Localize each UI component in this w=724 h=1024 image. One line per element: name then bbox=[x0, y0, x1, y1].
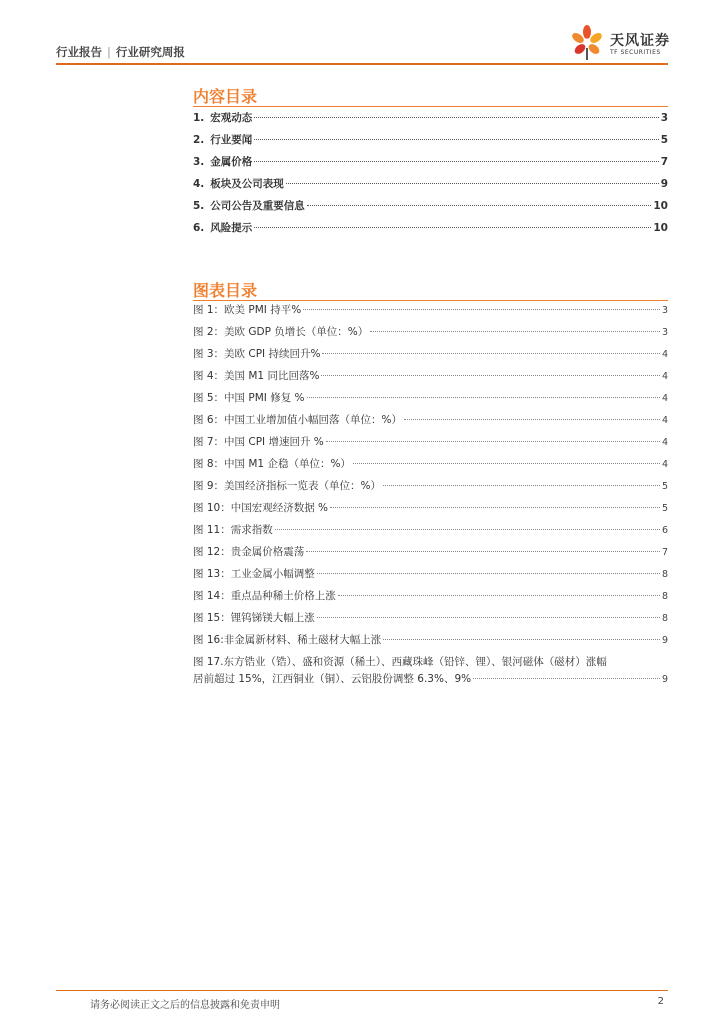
figure-item-page: 5 bbox=[661, 481, 668, 492]
figure-item-label: 非金属新材料、稀土磁材大幅上涨 bbox=[223, 634, 382, 646]
figure-leader bbox=[306, 551, 660, 552]
figure-item-page: 3 bbox=[661, 327, 668, 338]
toc-item-label: 金属价格 bbox=[210, 156, 253, 168]
figure-item-page: 4 bbox=[661, 393, 668, 404]
figure-leader bbox=[317, 617, 660, 618]
toc-item-page: 10 bbox=[653, 222, 668, 234]
toc-leader bbox=[286, 183, 659, 184]
figure-item-label: 中国 CPI 增速回升 % bbox=[224, 436, 324, 448]
figure-leader bbox=[317, 573, 660, 574]
toc-item-number: 2. bbox=[193, 134, 205, 146]
figure-item-page: 8 bbox=[661, 613, 668, 624]
toc-list bbox=[193, 110, 668, 242]
toc-item-label: 风险提示 bbox=[210, 222, 253, 234]
figure-leader bbox=[326, 441, 660, 442]
figure-item[interactable] bbox=[193, 456, 668, 478]
figure-item-page: 3 bbox=[661, 305, 668, 316]
header-category: 行业报告 bbox=[56, 45, 102, 59]
toc-item-number: 3. bbox=[193, 156, 205, 168]
figure-leader bbox=[322, 353, 660, 354]
toc-item[interactable] bbox=[193, 110, 668, 132]
figure-item-number: 图 1： bbox=[193, 304, 225, 316]
figure-item-number: 图 5： bbox=[193, 392, 225, 404]
figure-item[interactable] bbox=[193, 478, 668, 500]
figures-title: 图表目录 bbox=[193, 281, 258, 300]
footer-page-number: 2 bbox=[657, 996, 664, 1007]
figure-item-label: 中国 M1 企稳（单位：%） bbox=[224, 458, 351, 470]
figure-item-page: 4 bbox=[661, 437, 668, 448]
figure-item-number: 图 16: bbox=[193, 634, 224, 646]
figure-item[interactable] bbox=[193, 390, 668, 412]
figure-item-number: 图 13： bbox=[193, 568, 231, 580]
toc-item-label: 行业要闻 bbox=[210, 134, 253, 146]
figure-item-page: 9 bbox=[661, 674, 668, 685]
figure-item-page: 4 bbox=[661, 349, 668, 360]
figure-leader bbox=[330, 507, 660, 508]
toc-item-number: 4. bbox=[193, 178, 205, 190]
figure-item-page: 8 bbox=[661, 569, 668, 580]
figure-item[interactable] bbox=[193, 500, 668, 522]
figure-leader bbox=[275, 529, 660, 530]
figure-item[interactable] bbox=[193, 544, 668, 566]
toc-item-number: 1. bbox=[193, 112, 205, 124]
figure-item-number: 图 15： bbox=[193, 612, 231, 624]
figure-item[interactable] bbox=[193, 412, 668, 434]
toc-item-page: 5 bbox=[660, 134, 668, 146]
figure-item-number: 图 3： bbox=[193, 348, 225, 360]
tf-securities-logo bbox=[568, 24, 678, 62]
figure-item-label: 美国 M1 同比回落% bbox=[224, 370, 320, 382]
figure-item-page: 6 bbox=[661, 525, 668, 536]
figure-item-label: 工业金属小幅调整 bbox=[230, 568, 315, 580]
figure-leader bbox=[404, 419, 660, 420]
figure-item-label: 美国经济指标一览表（单位：%） bbox=[224, 480, 382, 492]
figure-item-number: 图 17. bbox=[193, 656, 224, 668]
toc-item-label: 板块及公司表现 bbox=[210, 178, 284, 190]
footer-disclaimer: 请务必阅读正文之后的信息披露和免责申明 bbox=[90, 1000, 280, 1011]
toc-item[interactable] bbox=[193, 198, 668, 220]
figure-leader bbox=[321, 375, 660, 376]
toc-leader bbox=[254, 139, 658, 140]
logo-english-name: TF SECURITIES bbox=[610, 49, 661, 56]
toc-item-number: 5. bbox=[193, 200, 205, 212]
toc-item-number: 6. bbox=[193, 222, 205, 234]
figure-item-second-line bbox=[193, 671, 668, 688]
figure-item[interactable] bbox=[193, 632, 668, 654]
toc-item-label: 公司公告及重要信息 bbox=[210, 200, 305, 212]
figures-list bbox=[193, 302, 668, 688]
toc-item-page: 9 bbox=[660, 178, 668, 190]
figure-item-number: 图 10： bbox=[193, 502, 231, 514]
figure-item-page: 9 bbox=[661, 635, 668, 646]
header-separator: | bbox=[107, 45, 111, 59]
toc-title-rule bbox=[193, 106, 668, 107]
toc-item[interactable] bbox=[193, 220, 668, 242]
figure-item-label-line1: 东方锆业（锆）、盛和资源（稀土）、西藏珠峰（铅锌、锂）、银河磁体（磁材）涨幅 bbox=[223, 656, 607, 668]
figure-item-label: 中国工业增加值小幅回落（单位：%） bbox=[224, 414, 403, 426]
figure-item-label: 美欧 GDP 负增长（单位：%） bbox=[224, 326, 369, 338]
figure-item-label: 中国 PMI 修复 % bbox=[224, 392, 305, 404]
figure-item-number: 图 6： bbox=[193, 414, 225, 426]
flower-logo-icon bbox=[568, 24, 606, 62]
toc-item[interactable] bbox=[193, 154, 668, 176]
figure-item-multiline[interactable] bbox=[193, 654, 668, 688]
figure-item-number: 图 14： bbox=[193, 590, 231, 602]
figure-leader bbox=[307, 397, 660, 398]
toc-item[interactable] bbox=[193, 176, 668, 198]
toc-item[interactable] bbox=[193, 132, 668, 154]
figure-item-page: 4 bbox=[661, 459, 668, 470]
figure-item[interactable] bbox=[193, 302, 668, 324]
figure-item-number: 图 8： bbox=[193, 458, 225, 470]
figure-leader bbox=[353, 463, 660, 464]
figure-item[interactable] bbox=[193, 434, 668, 456]
figure-item-page: 4 bbox=[661, 371, 668, 382]
toc-item-label: 宏观动态 bbox=[210, 112, 253, 124]
figure-item-number: 图 4： bbox=[193, 370, 225, 382]
figure-item-number: 图 2： bbox=[193, 326, 225, 338]
toc-item-page: 7 bbox=[660, 156, 668, 168]
figure-item[interactable] bbox=[193, 346, 668, 368]
figure-leader bbox=[383, 485, 660, 486]
figure-item-number: 图 9： bbox=[193, 480, 225, 492]
footer-divider bbox=[56, 990, 668, 991]
figure-leader bbox=[383, 639, 660, 640]
header-divider bbox=[56, 63, 668, 65]
figure-item-page: 7 bbox=[661, 547, 668, 558]
figure-item[interactable] bbox=[193, 368, 668, 390]
figure-item-label: 美欧 CPI 持续回升% bbox=[224, 348, 321, 360]
figure-item-first-line bbox=[193, 654, 668, 671]
figure-item[interactable] bbox=[193, 522, 668, 544]
header-breadcrumb bbox=[56, 44, 185, 60]
figure-item-number: 图 7： bbox=[193, 436, 225, 448]
figure-item-number: 图 11： bbox=[193, 524, 231, 536]
figure-item-page: 5 bbox=[661, 503, 668, 514]
figure-item[interactable] bbox=[193, 610, 668, 632]
toc-leader bbox=[307, 205, 652, 206]
toc-item-page: 10 bbox=[653, 200, 668, 212]
figure-item-page: 8 bbox=[661, 591, 668, 602]
figure-leader bbox=[303, 309, 660, 310]
figure-item-label: 锂钨锑镁大幅上涨 bbox=[230, 612, 315, 624]
toc-item-page: 3 bbox=[660, 112, 668, 124]
toc-leader bbox=[254, 117, 658, 118]
figures-title-rule bbox=[193, 300, 668, 301]
figure-leader bbox=[473, 678, 660, 679]
figure-item[interactable] bbox=[193, 566, 668, 588]
toc-title: 内容目录 bbox=[193, 87, 258, 106]
figure-leader bbox=[370, 331, 660, 332]
figure-item-number: 图 12： bbox=[193, 546, 231, 558]
logo-chinese-name: 天风证券 bbox=[610, 33, 670, 49]
figure-item-page: 4 bbox=[661, 415, 668, 426]
figure-leader bbox=[338, 595, 660, 596]
figure-item-label: 贵金属价格震荡 bbox=[230, 546, 305, 558]
header-subcategory: 行业研究周报 bbox=[115, 45, 185, 59]
figure-item-label-line2: 居前超过 15%，江西铜业（铜）、云铝股份调整 6.3%、9% bbox=[193, 673, 472, 685]
figure-item-label: 中国宏观经济数据 % bbox=[230, 502, 329, 514]
toc-leader bbox=[254, 227, 651, 228]
figure-item-label: 欧美 PMI 持平% bbox=[224, 304, 302, 316]
page-header bbox=[0, 0, 724, 64]
toc-leader bbox=[254, 161, 658, 162]
figure-item-label: 重点品种稀土价格上涨 bbox=[230, 590, 336, 602]
figure-item[interactable] bbox=[193, 588, 668, 610]
figure-item-label: 需求指数 bbox=[230, 524, 273, 536]
figure-item[interactable] bbox=[193, 324, 668, 346]
